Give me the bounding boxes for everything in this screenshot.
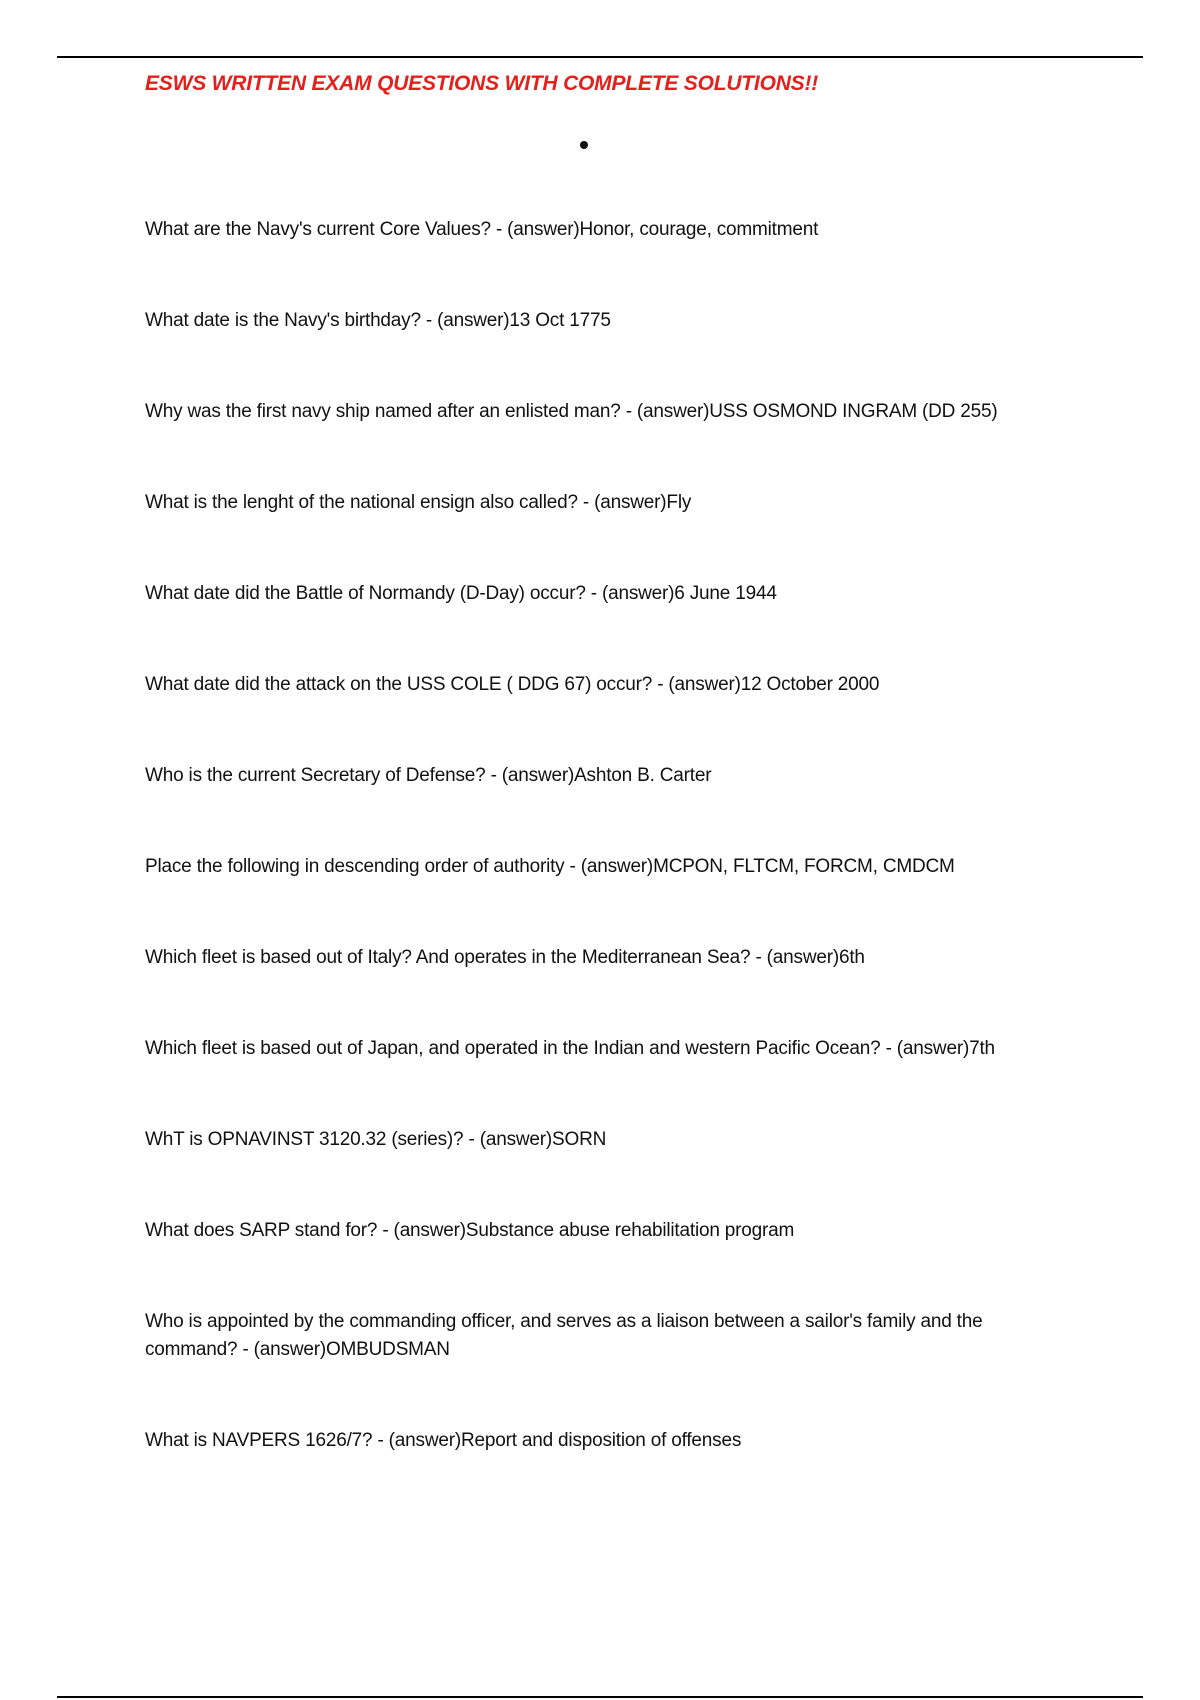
qa-item: Place the following in descending order of authority - (answer)MCPON, FLTCM, FORCM, CMDCM: [145, 856, 955, 877]
qa-item: Who is appointed by the commanding officer, and serves as a liaison between a sailor's family and the command? - (answer)OMBUDSMAN: [145, 1311, 983, 1360]
qa-item: What date is the Navy's birthday? - (answer)13 Oct 1775: [145, 310, 611, 331]
qa-item: What is NAVPERS 1626/7? - (answer)Report and disposition of offenses: [145, 1430, 742, 1451]
qa-item: What does SARP stand for? - (answer)Substance abuse rehabilitation program: [145, 1220, 795, 1241]
qa-item: What is the lenght of the national ensign also called? - (answer)Fly: [145, 492, 692, 513]
qa-item: WhT is OPNAVINST 3120.32 (series)? - (answer)SORN: [145, 1129, 607, 1150]
document-title: ESWS WRITTEN EXAM QUESTIONS WITH COMPLETE SOLUTIONS!!: [145, 72, 819, 95]
qa-item: Why was the first navy ship named after an enlisted man? - (answer)USS OSMOND INGRAM (DD 255): [145, 401, 998, 422]
qa-item: What are the Navy's current Core Values? - (answer)Honor, courage, commitment: [145, 219, 819, 240]
qa-item: What date did the Battle of Normandy (D-Day) occur? - (answer)6 June 1944: [145, 583, 777, 604]
bullet-mark: [580, 141, 588, 149]
bottom-rule: [57, 1696, 1143, 1698]
qa-item: Which fleet is based out of Italy? And operates in the Mediterranean Sea? - (answer)6th: [145, 947, 865, 968]
qa-item: Who is the current Secretary of Defense? - (answer)Ashton B. Carter: [145, 765, 712, 786]
qa-item: Which fleet is based out of Japan, and operated in the Indian and western Pacific Ocean? - (answer)7th: [145, 1038, 995, 1059]
top-rule: [57, 56, 1143, 58]
qa-item: What date did the attack on the USS COLE ( DDG 67) occur? - (answer)12 October 2000: [145, 674, 880, 695]
